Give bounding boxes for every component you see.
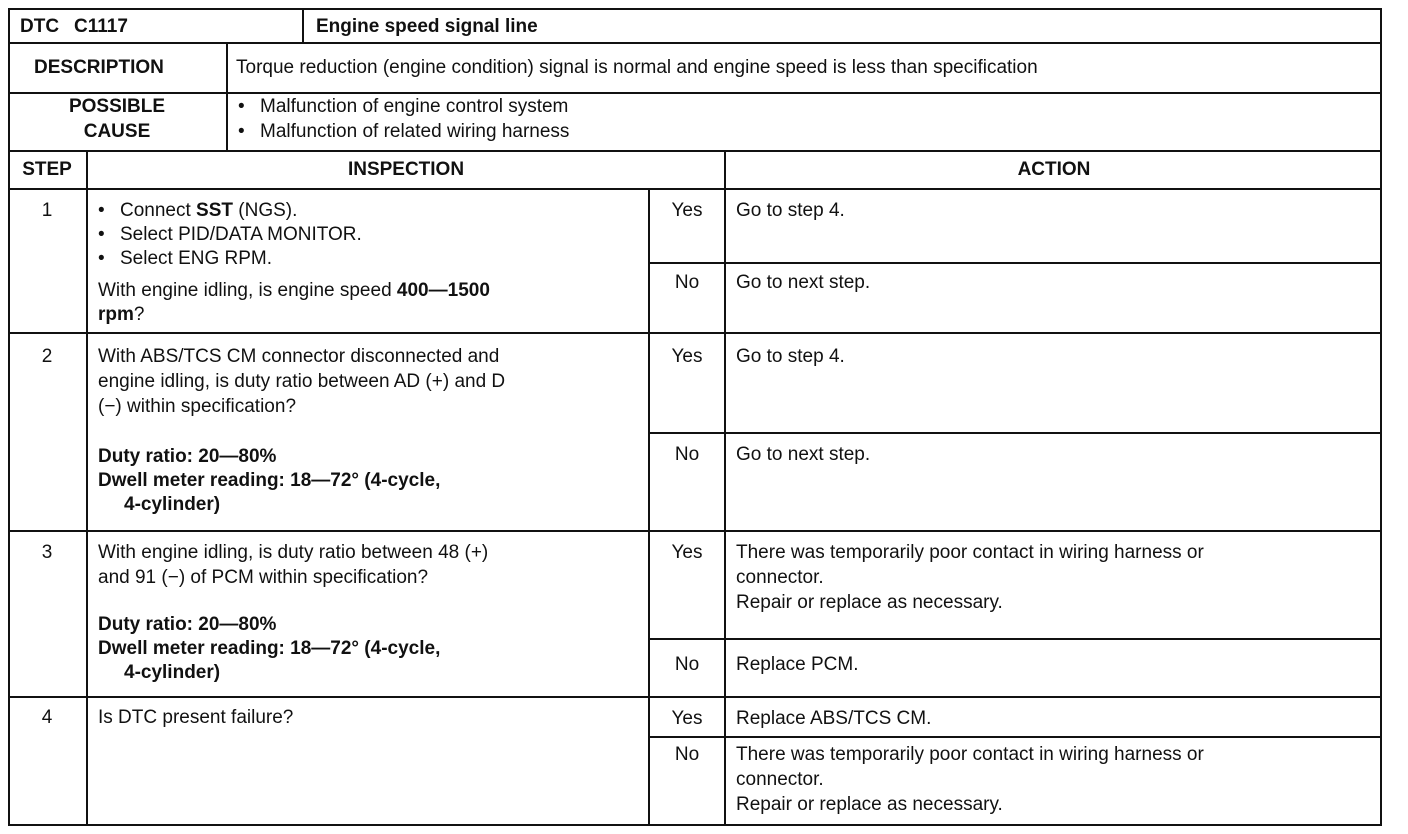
inspection-question-end: rpm?: [98, 304, 145, 325]
action-no: Go to next step.: [736, 272, 871, 293]
action-no: connector.: [736, 769, 824, 790]
spec-line: 4-cylinder): [124, 662, 221, 683]
inspection-text: (−) within specification?: [98, 396, 297, 417]
action-yes: Go to step 4.: [736, 200, 845, 221]
no-label: No: [674, 272, 700, 293]
description-text: Torque reduction (engine condition) signal is normal and engine speed is less than specification: [236, 57, 1038, 78]
action-yes: Repair or replace as necessary.: [736, 592, 1003, 613]
rule: [8, 42, 1382, 44]
rule: [724, 150, 726, 826]
possible-cause-label-1: POSSIBLE: [68, 96, 166, 117]
action-no: Repair or replace as necessary.: [736, 794, 1003, 815]
rule: [648, 432, 1382, 434]
description-label: DESCRIPTION: [34, 57, 164, 78]
spec-line: Duty ratio: 20—80%: [98, 446, 277, 467]
inspection-bullet: • Select PID/DATA MONITOR.: [98, 224, 362, 245]
yes-label: Yes: [671, 708, 703, 729]
action-no: Go to next step.: [736, 444, 871, 465]
column-step: STEP: [22, 159, 72, 180]
rule: [8, 696, 1382, 698]
no-label: No: [674, 654, 700, 675]
inspection-text: and 91 (−) of PCM within specification?: [98, 567, 429, 588]
possible-cause-label-2: CAUSE: [83, 121, 151, 142]
action-yes: connector.: [736, 567, 824, 588]
rule: [648, 736, 1382, 738]
step-number: 1: [41, 200, 53, 221]
inspection-bullet: • Connect SST (NGS).: [98, 200, 298, 221]
action-yes: Replace ABS/TCS CM.: [736, 708, 932, 729]
dtc-code: C1117: [74, 16, 128, 37]
yes-label: Yes: [671, 346, 703, 367]
no-label: No: [674, 744, 700, 765]
rule: [226, 42, 228, 152]
rule: [8, 188, 1382, 190]
rule: [8, 530, 1382, 532]
no-label: No: [674, 444, 700, 465]
column-inspection: INSPECTION: [347, 159, 465, 180]
action-yes: There was temporarily poor contact in wiring harness or: [736, 542, 1204, 563]
spec-line: Dwell meter reading: 18—72° (4-cycle,: [98, 470, 441, 491]
spec-line: 4-cylinder): [124, 494, 221, 515]
dtc-title: Engine speed signal line: [316, 16, 538, 37]
rule: [302, 8, 304, 44]
cause-item: • Malfunction of engine control system: [238, 96, 569, 117]
column-action: ACTION: [1017, 159, 1091, 180]
step-number: 4: [41, 707, 53, 728]
yes-label: Yes: [671, 200, 703, 221]
step-number: 2: [41, 346, 53, 367]
inspection-question: With engine idling, is engine speed 400—1500: [98, 280, 490, 301]
bullet-icon: •: [98, 224, 105, 245]
bullet-icon: •: [98, 200, 105, 221]
action-no: There was temporarily poor contact in wiring harness or: [736, 744, 1204, 765]
rule: [86, 150, 88, 826]
inspection-text: Is DTC present failure?: [98, 707, 294, 728]
spec-line: Dwell meter reading: 18—72° (4-cycle,: [98, 638, 441, 659]
inspection-bullet: • Select ENG RPM.: [98, 248, 273, 269]
inspection-text: With engine idling, is duty ratio between 48 (+): [98, 542, 489, 563]
rule: [648, 638, 1382, 640]
spec-line: Duty ratio: 20—80%: [98, 614, 277, 635]
dtc-label: DTC: [20, 16, 60, 37]
inspection-text: With ABS/TCS CM connector disconnected and: [98, 346, 500, 367]
action-yes: Go to step 4.: [736, 346, 845, 367]
rule: [648, 262, 1382, 264]
yes-label: Yes: [671, 542, 703, 563]
action-no: Replace PCM.: [736, 654, 859, 675]
inspection-text: engine idling, is duty ratio between AD (+) and D: [98, 371, 506, 392]
bullet-icon: •: [98, 248, 105, 269]
dtc-table: [8, 8, 1382, 826]
rule: [8, 150, 1382, 152]
cause-item: • Malfunction of related wiring harness: [238, 121, 570, 142]
step-number: 3: [41, 542, 53, 563]
bullet-icon: •: [238, 121, 245, 142]
bullet-icon: •: [238, 96, 245, 117]
rule: [8, 332, 1382, 334]
